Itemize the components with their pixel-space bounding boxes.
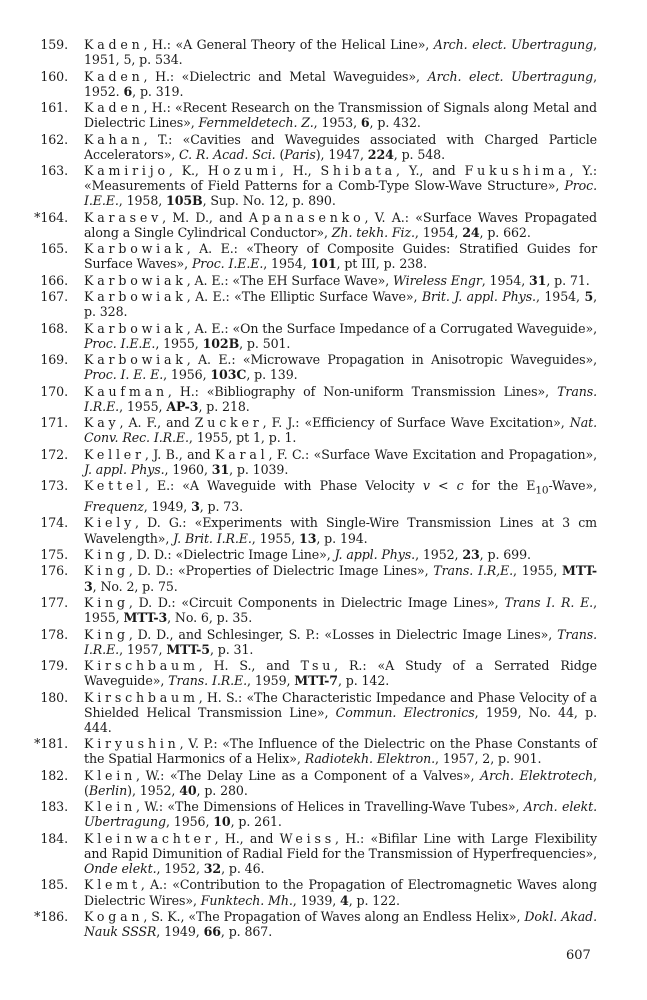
reference-text: , H.: «Recent Research on the Transmission of Signals along Metal and Dielectric Lines», — [84, 100, 597, 131]
author-surname: Karal — [215, 446, 269, 462]
reference-text: , H., — [279, 163, 321, 179]
volume-number: 5 — [584, 289, 594, 305]
reference-text: , H.: «Bifilar Line with Large Flexibility and Rapid Dimunition of Radial Field for the Transmission of Hyperfrequencies», — [84, 830, 598, 861]
reference-entry — [0, 909, 647, 939]
reference-entry — [0, 627, 647, 657]
reference-entry — [0, 289, 647, 319]
italic-text: Proc. I.E.E. — [84, 178, 597, 209]
volume-number: MTT-5 — [166, 641, 210, 657]
author-surname: Apanasenko — [248, 209, 365, 225]
reference-number: 169. — [40, 352, 68, 368]
italic-text: Arch. elekt. Ubertragung — [84, 799, 597, 830]
reference-text: , H.: «Bibliography of Non-uniform Transmission Lines», — [167, 383, 558, 399]
reference-entry — [0, 547, 647, 562]
author-surname: Klemt — [84, 877, 141, 893]
reference-text: , 1955, — [84, 594, 597, 626]
reference-entry — [0, 415, 647, 445]
volume-number: 6 — [360, 115, 370, 131]
reference-number: 161. — [40, 100, 68, 116]
italic-text: Arch. elect. Ubertragung — [427, 68, 594, 84]
reference-number: *186. — [34, 908, 68, 924]
volume-number: 10 — [213, 814, 231, 830]
reference-text: , 1958, — [118, 193, 167, 209]
reference-text: , A. E.: «On the Surface Impedance of a Corrugated Waveguide», — [186, 320, 597, 336]
reference-text: , pt III, p. 238. — [336, 256, 427, 272]
reference-entry — [0, 447, 647, 477]
author-surname: Klein — [84, 799, 137, 815]
reference-text: , 1951, 5, p. 534. — [84, 37, 597, 68]
reference-entry — [0, 877, 647, 907]
reference-text: , A. E.: «The Elliptic Surface Wave», — [186, 289, 422, 305]
reference-number: *164. — [34, 209, 68, 225]
reference-text: , p. 432. — [369, 115, 421, 131]
reference-text: , R.: «A Study of a Serrated Ridge Waveguide», — [84, 658, 597, 689]
reference-text: , 1939, — [292, 892, 341, 908]
reference-text: , A.: «Contribution to the Propagation of Electromagnetic Waves along Dielectric Wires», — [84, 877, 597, 908]
italic-text: Trans. I.R,E. — [433, 563, 514, 579]
author-surname: King — [84, 547, 129, 563]
reference-entry — [0, 736, 647, 766]
reference-text: ), 1947, — [315, 146, 368, 162]
reference-number: 167. — [40, 289, 68, 305]
reference-text: , 1960, — [164, 462, 212, 477]
reference-text: , D. D.: «Dielectric Image Line», — [128, 547, 335, 563]
reference-text: , 1956, — [165, 814, 214, 830]
author-surname: Fukushima — [464, 163, 570, 179]
author-surname: Klein — [84, 767, 137, 783]
reference-entry — [0, 515, 647, 545]
volume-number: 6 — [123, 83, 133, 99]
volume-number: 4 — [340, 892, 349, 908]
author-surname: Kaden — [84, 100, 144, 116]
reference-number: 184. — [40, 830, 68, 846]
volume-number: 105B — [166, 193, 203, 209]
reference-number: 168. — [40, 320, 68, 336]
author-surname: Weiss — [279, 830, 335, 846]
italic-text: Wireless Engr — [393, 272, 482, 288]
author-surname: Keller — [84, 446, 145, 462]
author-surname: Kamirijo — [84, 163, 169, 179]
reference-text: , 1959, No. 44, p. 444. — [84, 704, 597, 735]
author-surname: Kirschbaum — [84, 658, 199, 674]
author-surname: Karbowiak — [84, 352, 187, 368]
reference-text: , A. F., and — [119, 415, 195, 431]
reference-number: 171. — [40, 415, 68, 431]
reference-text: , 1952. — [84, 68, 597, 99]
reference-entry — [0, 352, 647, 382]
reference-text: , V. P.: «The Influence of the Dielectric on the Phase Constants of the Spatial Harmonics of a Helix», — [84, 736, 597, 767]
author-surname: Kahan — [84, 131, 144, 147]
reference-number: 172. — [40, 446, 68, 462]
reference-text: , p. 194. — [316, 530, 368, 546]
reference-text: , D. D.: «Properties of Dielectric Image Lines», — [128, 563, 434, 579]
volume-number: MTT-3 — [84, 563, 598, 594]
reference-text: , 1952, — [415, 547, 463, 563]
reference-number: 178. — [40, 626, 68, 642]
reference-text: , A. E.: «The EH Surface Wave», — [186, 272, 394, 288]
subscript: 10 — [535, 484, 549, 497]
reference-text: , Y., and — [396, 163, 465, 179]
italic-text: Dokl. Akad. Nauk SSSR — [84, 908, 598, 940]
reference-entry — [0, 132, 647, 162]
reference-list — [0, 37, 647, 940]
reference-entry — [0, 478, 647, 514]
reference-text: , 1949, — [156, 924, 204, 940]
reference-entry — [0, 563, 647, 593]
reference-text: , p. 46. — [221, 860, 265, 876]
italic-text: Onde elekt. — [84, 860, 157, 876]
reference-text: , ( — [84, 767, 597, 798]
reference-text: , D. D., and Schlesinger, S. P.: «Losses in Dielectric Image Lines», — [128, 626, 558, 642]
reference-entry — [0, 321, 647, 351]
italic-text: Berlin — [88, 782, 128, 798]
reference-number: 166. — [40, 272, 68, 288]
reference-number: 183. — [40, 799, 68, 815]
volume-number: MTT-7 — [294, 673, 338, 689]
reference-number: 173. — [40, 478, 68, 494]
volume-number: 24 — [462, 224, 480, 240]
author-surname: Karasev — [84, 209, 163, 225]
reference-entry — [0, 595, 647, 625]
reference-number: 177. — [40, 594, 68, 610]
reference-number: 179. — [40, 658, 68, 674]
volume-number: 3 — [191, 499, 200, 515]
reference-number: 159. — [40, 37, 68, 52]
reference-number: 160. — [40, 68, 68, 84]
author-surname: Karbowiak — [84, 272, 187, 288]
author-surname: Kaden — [84, 68, 144, 84]
reference-text: , T.: «Cavities and Waveguides associated with Charged Particle Accelerators», — [84, 131, 597, 162]
reference-number: 175. — [40, 547, 68, 563]
reference-text: , W.: «The Dimensions of Helices in Travelling-Wave Tubes», — [136, 799, 524, 815]
author-surname: Zucker — [194, 415, 263, 431]
volume-number: 31 — [529, 272, 547, 288]
italic-text: Arch. elect. Ubertragung — [433, 37, 594, 52]
reference-entry — [0, 384, 647, 414]
reference-text: , V. A.: «Surface Waves Propagated along a Single Cylindrical Conductor», — [84, 209, 597, 240]
reference-text: , H., and — [214, 830, 280, 846]
reference-text: , p. 328. — [84, 289, 598, 320]
reference-text: , p. 501. — [239, 335, 291, 351]
reference-text: , 1957, — [119, 641, 167, 657]
reference-number: 163. — [40, 163, 68, 179]
reference-text: , H. S.: «The Characteristic Impedance and Phase Velocity of a Shielded Helical Transmission Line», — [84, 689, 597, 720]
reference-text: ( — [275, 146, 285, 162]
reference-entry — [0, 37, 647, 67]
reference-text: , E.: «A Waveguide with Phase Velocity — [144, 478, 423, 494]
reference-text: , 1955, — [119, 398, 167, 414]
reference-text: , M. D., and — [162, 209, 249, 225]
volume-number: MTT-3 — [123, 610, 168, 626]
reference-entry — [0, 799, 647, 829]
italic-text: J. Brit. I.R.E. — [173, 530, 252, 546]
author-surname: Kiryushin — [84, 736, 180, 752]
reference-text: , 1955, — [155, 335, 203, 351]
reference-text: , p. 867. — [220, 924, 273, 940]
italic-text: Proc. I.E.E. — [191, 256, 264, 272]
author-surname: Kleinwachter — [84, 830, 215, 846]
italic-text: Paris — [284, 146, 316, 162]
reference-text: , 1954, — [535, 289, 585, 305]
reference-text: , No. 6, p. 35. — [167, 610, 253, 626]
reference-text: , p. 71. — [546, 272, 590, 288]
italic-text: Funktech. Mh. — [200, 892, 293, 908]
reference-text: , p. 699. — [479, 547, 531, 563]
reference-text: , F. C.: «Surface Wave Excitation and Propagation», — [268, 446, 597, 462]
reference-text: , H.: «A General Theory of the Helical Line», — [143, 37, 434, 52]
volume-number: 224 — [367, 146, 394, 162]
reference-text: , p. 662. — [479, 224, 531, 240]
reference-text: ), 1952, — [127, 782, 180, 798]
reference-text: , D. G.: «Experiments with Single-Wire Transmission Lines at 3 cm Wavelength», — [84, 515, 597, 546]
author-surname: Kettel — [84, 478, 145, 494]
reference-text: , K., — [168, 163, 208, 179]
reference-entry — [0, 210, 647, 240]
author-surname: Karbowiak — [84, 241, 187, 257]
italic-text: C. R. Acad. Sci. — [179, 146, 276, 162]
reference-text: , A. E.: «Theory of Composite Guides: Stratified Guides for Surface Waves», — [84, 241, 597, 272]
italic-text: Radiotekh. Elektron. — [304, 751, 436, 767]
reference-text: , 1956, — [163, 367, 211, 383]
volume-number: 13 — [299, 530, 317, 546]
reference-entry — [0, 658, 647, 688]
reference-text: , p. 261. — [230, 814, 282, 830]
reference-number: 174. — [40, 515, 68, 531]
reference-entry — [0, 831, 647, 876]
reference-text: for the E — [463, 478, 536, 494]
reference-text: , 1955, — [513, 563, 563, 579]
reference-entry — [0, 273, 647, 288]
reference-text: , 1954, — [263, 256, 311, 272]
italic-text: Arch. Elektrotech — [480, 767, 594, 783]
author-surname: Tsu — [300, 658, 335, 674]
italic-text: Zh. tekh. Fiz. — [331, 224, 415, 240]
reference-text: , H. S., and — [198, 658, 301, 674]
author-surname: Karbowiak — [84, 320, 187, 336]
reference-text: , p. 73. — [199, 499, 244, 515]
italic-text: Proc. I. E. E. — [84, 367, 164, 383]
reference-text: , Y.: «Measurements of Field Patterns for a Comb-Type Slow-Wave Structure», — [84, 163, 598, 194]
reference-entry — [0, 163, 647, 208]
reference-text: , S. K., «The Propagation of Waves along an Endless Helix», — [143, 908, 525, 924]
italic-text: Frequenz — [84, 499, 144, 515]
reference-text: , 1952, — [156, 860, 204, 876]
reference-text: , J. B., and — [144, 446, 215, 462]
reference-text: , 1954, — [414, 224, 463, 240]
reference-text: , W.: «The Delay Line as a Component of a Valves», — [136, 767, 481, 783]
reference-text: , 1953, — [313, 115, 361, 131]
italic-text: J. appl. Phys. — [84, 462, 165, 477]
reference-text: , p. 122. — [348, 892, 400, 908]
italic-text: J. appl. Phys. — [334, 547, 416, 563]
reference-entry — [0, 690, 647, 735]
author-surname: Kaufman — [84, 383, 168, 399]
reference-text: -Wave», — [548, 478, 597, 494]
reference-text: , p. 142. — [337, 673, 390, 689]
volume-number: 31 — [211, 462, 230, 477]
reference-number: 180. — [40, 689, 68, 705]
reference-text: , 1957, 2, p. 901. — [435, 751, 542, 767]
volume-number: AP-3 — [166, 398, 199, 414]
volume-number: 32 — [203, 860, 222, 876]
italic-text: Nat. Conv. Rec. I.R.E. — [84, 415, 597, 446]
reference-number: 165. — [40, 241, 68, 257]
reference-number: 170. — [40, 383, 68, 399]
italic-text: Trans. I.R.E. — [84, 626, 597, 657]
reference-entry — [0, 69, 647, 99]
italic-text: Commun. Electronics — [335, 704, 475, 720]
author-surname: Hozumi — [207, 163, 280, 179]
author-surname: Kogan — [84, 908, 144, 924]
volume-number: 102B — [202, 335, 240, 351]
reference-number: *181. — [34, 736, 68, 752]
italic-text: Trans. I.R.E. — [84, 383, 597, 414]
reference-text: , p. 319. — [132, 83, 184, 99]
reference-text: , 1959, — [247, 673, 295, 689]
italic-text: v < c — [422, 478, 464, 494]
page-number: 607 — [566, 948, 591, 963]
reference-text: , 1949, — [143, 499, 192, 515]
author-surname: Karbowiak — [84, 289, 187, 305]
reference-number: 162. — [40, 131, 68, 147]
reference-text: , 1954, — [481, 272, 530, 288]
volume-number: 23 — [462, 547, 480, 563]
reference-text: , p. 218. — [198, 398, 250, 414]
reference-text: , H.: «Dielectric and Metal Waveguides», — [143, 68, 428, 84]
italic-text: Trans I. R. E. — [504, 594, 594, 610]
italic-text: Brit. J. appl. Phys. — [421, 289, 536, 305]
author-surname: King — [84, 563, 129, 579]
volume-number: 101 — [310, 256, 337, 272]
reference-text: , A. E.: «Microwave Propagation in Anisotropic Waveguides», — [186, 352, 597, 368]
reference-text: , 1955, pt 1, p. 1. — [188, 430, 297, 446]
reference-text: , Sup. No. 12, p. 890. — [202, 193, 336, 209]
reference-text: , p. 280. — [196, 782, 248, 798]
author-surname: Kiely — [84, 515, 136, 531]
author-surname: King — [84, 626, 129, 642]
author-surname: King — [84, 594, 129, 610]
volume-number: 66 — [203, 924, 221, 940]
reference-text: , F. J.: «Efficiency of Surface Wave Excitation», — [262, 415, 570, 431]
volume-number: 40 — [179, 782, 197, 798]
reference-number: 185. — [40, 877, 68, 893]
author-surname: Kirschbaum — [84, 689, 199, 705]
reference-text: , No. 2, p. 75. — [92, 578, 178, 594]
reference-text: , p. 139. — [246, 367, 298, 383]
reference-entry — [0, 768, 647, 798]
reference-text: , p. 31. — [209, 641, 254, 657]
italic-text: Proc. I.E.E. — [84, 335, 156, 351]
author-surname: Kaden — [84, 37, 144, 52]
author-surname: Shibata — [320, 163, 396, 179]
reference-text: , 1955, — [251, 530, 300, 546]
italic-text: Fernmeldetech. Z. — [198, 115, 314, 131]
reference-text: , p. 548. — [393, 146, 445, 162]
reference-text: , D. D.: «Circuit Components in Dielectric Image Lines», — [128, 594, 505, 610]
italic-text: Trans. I.R.E. — [168, 673, 248, 689]
reference-number: 176. — [40, 563, 68, 579]
author-surname: Kay — [84, 415, 120, 431]
reference-text: , p. 1039. — [229, 462, 289, 477]
reference-number: 182. — [40, 767, 68, 783]
reference-entry — [0, 100, 647, 130]
volume-number: 103C — [210, 367, 247, 383]
reference-entry — [0, 241, 647, 271]
